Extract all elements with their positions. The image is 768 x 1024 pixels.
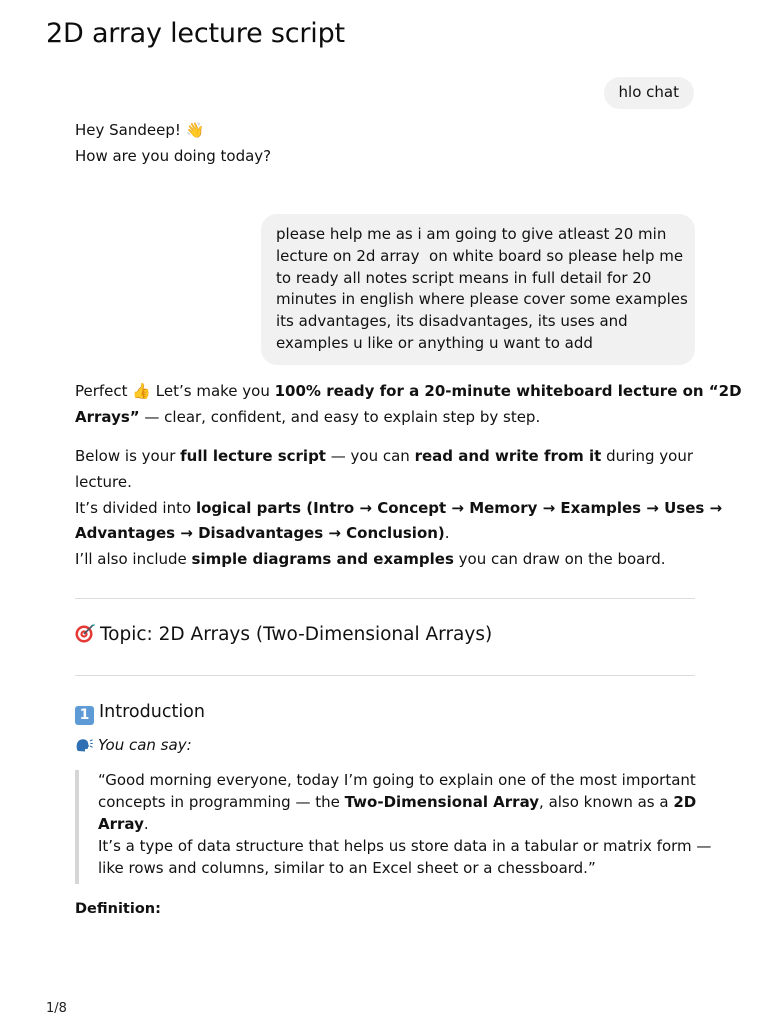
page-number: 1/8 bbox=[46, 1001, 67, 1016]
user-message-line: please help me as i am going to give atleast 20 min bbox=[276, 225, 667, 243]
section-divider bbox=[75, 598, 695, 599]
user-message-line: minutes in english where please cover some examples bbox=[276, 290, 688, 309]
assistant-line: How are you doing today? bbox=[75, 146, 272, 165]
text-span: Let’s make you bbox=[151, 382, 275, 400]
user-message-line: lecture on 2d array on white board so please help me bbox=[276, 246, 684, 265]
direct-hit-icon bbox=[75, 623, 95, 643]
text-span: , also known as a bbox=[539, 792, 674, 811]
assistant-line bbox=[75, 118, 695, 144]
quote-block bbox=[75, 770, 712, 884]
bold-span: 100% ready for a 20-minute whiteboard lecture on “2D bbox=[274, 382, 742, 400]
user-message-bubble bbox=[261, 214, 695, 365]
introduction-heading bbox=[75, 702, 205, 725]
quote-line bbox=[98, 814, 695, 836]
user-message-bubble bbox=[604, 77, 694, 109]
assistant-line bbox=[75, 547, 695, 573]
waving-hand-icon: 👋 bbox=[185, 121, 205, 139]
assistant-line bbox=[75, 405, 695, 431]
user-message-line: examples u like or anything u want to add bbox=[276, 333, 593, 352]
assistant-line bbox=[75, 521, 695, 547]
assistant-line bbox=[75, 379, 742, 405]
text-span: I’ll also include bbox=[75, 550, 192, 569]
section-divider bbox=[75, 675, 695, 676]
text-span: Perfect bbox=[75, 382, 128, 400]
page-title: 2D array lecture script bbox=[46, 18, 345, 49]
greeting-text: Hey Sandeep! bbox=[75, 121, 181, 139]
bold-span: Arrays” bbox=[75, 407, 140, 426]
text-span: you can draw on the board. bbox=[453, 550, 666, 569]
assistant-line: lecture. bbox=[75, 472, 132, 491]
user-message-line: to ready all notes script means in full detail for 20 bbox=[276, 268, 652, 287]
bold-span: read and write from it bbox=[414, 447, 602, 465]
text-span: — you can bbox=[325, 447, 415, 465]
text-span: . bbox=[444, 524, 450, 543]
text-span: during your bbox=[601, 447, 694, 465]
topic-text: Topic: 2D Arrays (Two-Dimensional Arrays) bbox=[100, 624, 493, 645]
text-span: It’s divided into bbox=[75, 498, 196, 517]
assistant-line bbox=[75, 444, 695, 470]
quote-line: like rows and columns, similar to an Excel sheet or a chessboard.” bbox=[98, 858, 596, 877]
text-span: . bbox=[143, 814, 149, 833]
text-span: concepts in programming — the bbox=[98, 792, 345, 811]
text-span: — clear, confident, and easy to explain step by step. bbox=[139, 407, 541, 426]
keycap-one-icon: 1 bbox=[75, 706, 94, 725]
bold-span: Two-Dimensional Array bbox=[344, 792, 540, 811]
assistant-paragraph-1 bbox=[75, 379, 742, 430]
assistant-line bbox=[75, 496, 723, 522]
definition-label: Definition: bbox=[75, 901, 161, 917]
bold-span: Array bbox=[98, 814, 144, 833]
quote-line: It’s a type of data structure that helps us store data in a tabular or matrix form — bbox=[98, 836, 712, 855]
introduction-text: Introduction bbox=[99, 702, 205, 722]
speaking-head-icon bbox=[75, 737, 93, 753]
bold-span: 2D bbox=[673, 792, 697, 811]
assistant-paragraph-2 bbox=[75, 444, 723, 573]
quote-line bbox=[98, 792, 695, 814]
assistant-message bbox=[75, 118, 695, 169]
you-can-say-text: You can say: bbox=[98, 736, 192, 754]
quote-line: “Good morning everyone, today I’m going to explain one of the most important bbox=[98, 771, 696, 789]
text-span: Below is your bbox=[75, 447, 181, 465]
bold-span: logical parts (Intro → Concept → Memory → Examples → Uses → bbox=[195, 498, 723, 517]
you-can-say-label bbox=[75, 736, 192, 754]
bold-span: Advantages → Disadvantages → Conclusion) bbox=[75, 524, 445, 543]
thumbs-up-icon: 👍 bbox=[132, 382, 152, 400]
user-message-line: its advantages, its disadvantages, its uses and bbox=[276, 312, 628, 331]
bold-span: full lecture script bbox=[180, 447, 326, 465]
topic-heading bbox=[75, 623, 492, 645]
user-message-text: hlo chat bbox=[618, 83, 679, 101]
bold-span: simple diagrams and examples bbox=[191, 550, 454, 569]
